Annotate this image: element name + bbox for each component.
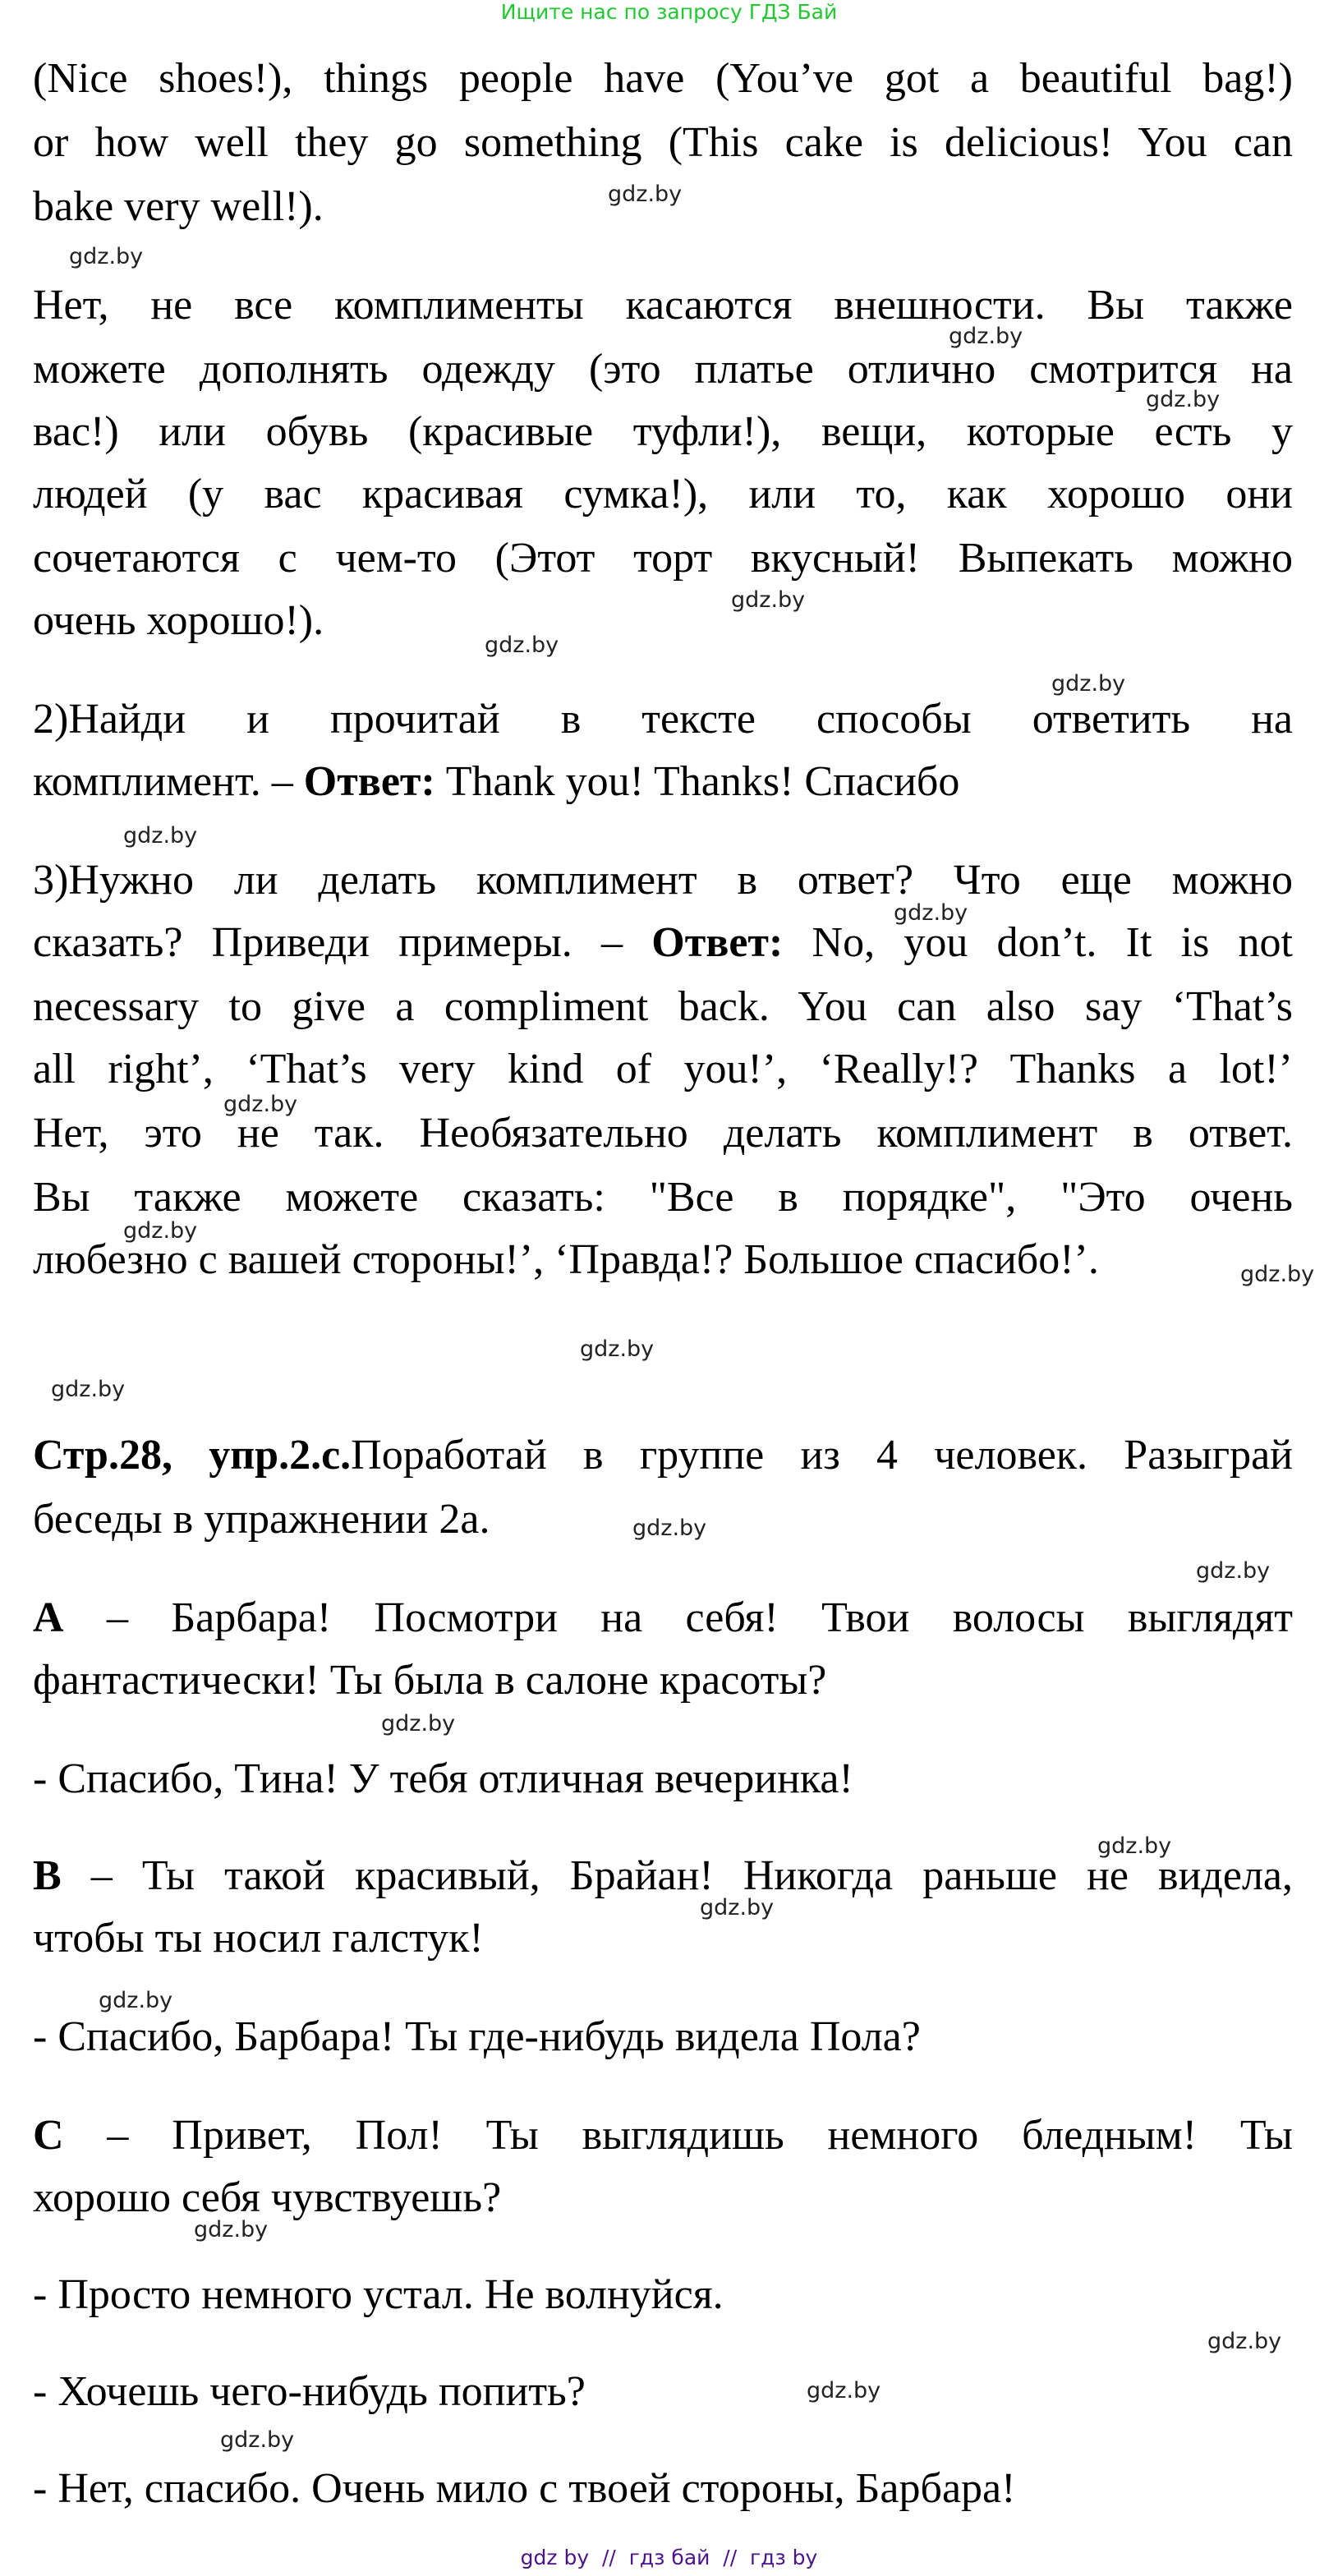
text-line: фантастически! Ты была в салоне красоты?: [33, 1657, 827, 1704]
answer-text: Thank you! Thanks! Спасибо: [435, 758, 960, 805]
question-3-answer-line: [33, 916, 1293, 970]
dialogue-label: С: [33, 2112, 64, 2159]
watermark: gdz.by: [949, 324, 1023, 349]
watermark: gdz.by: [123, 1218, 198, 1244]
dialogue-reply: - Нет, спасибо. Очень мило с твоей стороны, Барбара!: [33, 2465, 1016, 2512]
dialogue-text: – Привет, Пол! Ты выглядишь немного бледным! Ты: [63, 2112, 1293, 2159]
question-text: комплимент. –: [33, 758, 304, 805]
text-line: любезно с вашей стороны!’, ‘Правда!? Большое спасибо!’.: [33, 1236, 1099, 1283]
text-line: all right’, ‘That’s very kind of you!’, ‘Really!? Thanks a lot!’: [33, 1046, 1293, 1092]
question-2-line: 2)Найди и прочитай в тексте способы ответить на: [33, 696, 1293, 743]
text-line: Нет, это не так. Необязательно делать комплимент в ответ.: [33, 1110, 1293, 1157]
watermark: gdz.by: [485, 632, 559, 658]
exercise-heading: [33, 1428, 1293, 1483]
watermark: gdz.by: [608, 182, 683, 207]
dialogue-text: – Ты такой красивый, Брайан! Никогда раньше не видела,: [61, 1852, 1293, 1899]
text-line: necessary to give a compliment back. You can also say ‘That’s: [33, 983, 1293, 1030]
watermark: gdz.by: [700, 1895, 775, 1920]
text-line: чтобы ты носил галстук!: [33, 1915, 484, 1962]
watermark: gdz.by: [220, 2427, 295, 2453]
text-line: хорошо себя чувствуешь?: [33, 2174, 502, 2221]
dialogue-label: А: [33, 1594, 64, 1641]
footer-links[interactable]: gdz by // гдз бай // гдз by: [520, 2546, 818, 2569]
text-line: сочетаются с чем-то (Этот торт вкусный! Выпекать можно: [33, 535, 1293, 582]
answer-label: Ответ:: [651, 919, 784, 966]
answer-text: No, you don’t. It is not: [783, 919, 1293, 966]
text-line: можете дополнять одежду (это платье отлично смотрится на: [33, 346, 1293, 393]
text-line: вас!) или обувь (красивые туфли!), вещи, которые есть у: [33, 408, 1293, 455]
watermark: gdz.by: [580, 1336, 655, 1362]
text-line: людей (у вас красивая сумка!), или то, как хорошо они: [33, 471, 1293, 518]
watermark: gdz.by: [1051, 671, 1126, 697]
text-line: Нет, не все комплименты касаются внешности. Вы также: [33, 282, 1293, 329]
exercise-task: Поработай в группе из 4 человек. Разыграй: [351, 1432, 1293, 1479]
dialogue-reply: - Спасибо, Барбара! Ты где-нибудь видела Пола?: [33, 2013, 921, 2060]
watermark: gdz.by: [1146, 387, 1221, 412]
watermark: gdz.by: [381, 1711, 456, 1736]
dialogue-a-line: [33, 1591, 1293, 1645]
watermark: gdz.by: [223, 1092, 298, 1117]
question-2-answer-line: [33, 755, 1293, 809]
dialogue-reply: - Спасибо, Тина! У тебя отличная вечеринка!: [33, 1755, 853, 1802]
search-banner[interactable]: Ищите нас по запросу ГДЗ Бай: [500, 0, 838, 24]
watermark: gdz.by: [894, 900, 968, 926]
watermark: gdz.by: [123, 823, 198, 849]
watermark: gdz.by: [1207, 2329, 1282, 2354]
text-line: Вы также можете сказать: "Все в порядке", "Это очень: [33, 1174, 1293, 1221]
watermark: gdz.by: [194, 2217, 269, 2242]
text-line: bake very well!).: [33, 183, 324, 230]
dialogue-reply: - Просто немного устал. Не волнуйся.: [33, 2271, 724, 2318]
text-line: беседы в упражнении 2а.: [33, 1496, 490, 1543]
watermark: gdz.by: [69, 244, 144, 269]
watermark: gdz.by: [1196, 1558, 1271, 1584]
question-3-line: 3)Нужно ли делать комплимент в ответ? Что еще можно: [33, 857, 1293, 904]
text-line: (Nice shoes!), things people have (You’ve got a beautiful bag!): [33, 55, 1293, 102]
watermark: gdz.by: [807, 2378, 881, 2404]
watermark: gdz.by: [1097, 1833, 1172, 1859]
dialogue-c-line: [33, 2109, 1293, 2163]
watermark: gdz.by: [731, 587, 806, 613]
question-text: сказать? Приведи примеры. –: [33, 919, 652, 966]
watermark: gdz.by: [1240, 1262, 1315, 1287]
dialogue-reply: - Хочешь чего-нибудь попить?: [33, 2368, 586, 2415]
watermark: gdz.by: [632, 1516, 707, 1541]
watermark: gdz.by: [99, 1988, 173, 2013]
text-line: or how well they go something (This cake is delicious! You can: [33, 119, 1293, 166]
dialogue-label: В: [33, 1852, 62, 1899]
answer-label: Ответ:: [303, 758, 435, 805]
watermark: gdz.by: [51, 1377, 126, 1402]
dialogue-text: – Барбара! Посмотри на себя! Твои волосы выглядят: [63, 1594, 1293, 1641]
exercise-ref: Стр.28, упр.2.с.: [33, 1432, 352, 1479]
text-line: очень хорошо!).: [33, 597, 324, 644]
